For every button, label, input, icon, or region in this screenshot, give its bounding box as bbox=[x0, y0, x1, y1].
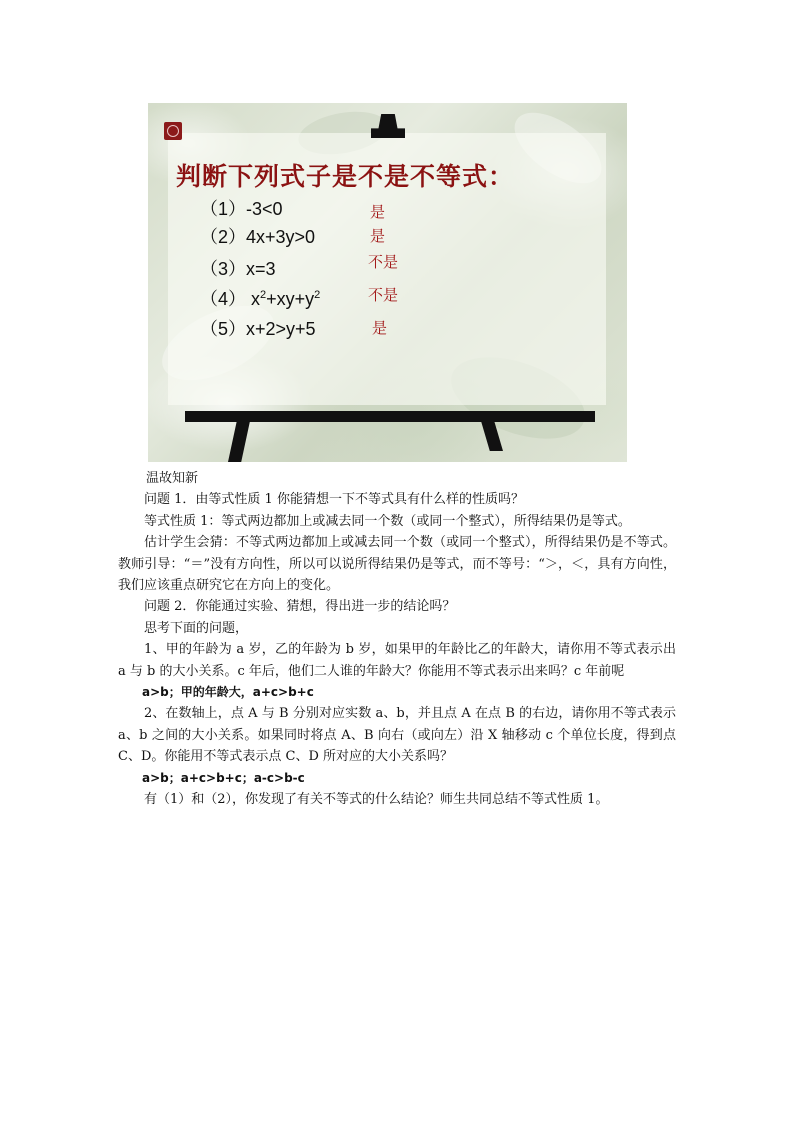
slide-title: 判断下列式子是不是不等式： bbox=[176, 162, 515, 191]
slide-answer-5: 是 bbox=[372, 319, 388, 337]
slide-item-4 bbox=[200, 285, 320, 311]
slide-item-1: （1）-3<0 bbox=[200, 199, 283, 219]
answer-1: a>b；甲的年龄大，a+c>b+c bbox=[142, 685, 314, 700]
section-heading: 温故知新 bbox=[146, 471, 199, 486]
slide-answer-2: 是 bbox=[370, 227, 386, 245]
problem-2: 2、在数轴上，点 A 与 B 分别对应实数 a、b，并且点 A 在点 B 的右边，请你用不等式表示 a、b 之间的大小关系。如果同时将点 A、B 向右（或向左）沿 X 轴移动 c 个单位长度，得到点 C、D。你能用不等式表示点 C、D 所对应的大小关系吗？ bbox=[118, 706, 676, 765]
slide-item-2: （2）4x+3y>0 bbox=[200, 227, 316, 247]
slide-item-5: （5）x+2>y+5 bbox=[200, 319, 316, 339]
superscript: 2 bbox=[314, 289, 321, 301]
easel-left-leg bbox=[228, 421, 250, 462]
slide-image bbox=[148, 103, 627, 462]
student-guess: 估计学生会猜：不等式两边都加上或减去同一个数（或同一个整式），所得结果仍是不等式。教师引导：“＝”没有方向性，所以可以说所得结果仍是等式，而不等号：“＞，＜，具有方向性，我们应该重点研究它在方向上的变化。 bbox=[118, 535, 676, 594]
question-2: 问题 2．你能通过实验、猜想，得出进一步的结论吗？ bbox=[144, 599, 456, 615]
slide-item-3: （3）x=3 bbox=[200, 259, 276, 279]
think-prompt: 思考下面的问题， bbox=[144, 620, 249, 636]
slide-item-4-prefix: （4） x bbox=[200, 289, 261, 309]
question-1: 问题 1．由等式性质 1 你能猜想一下不等式具有什么样的性质吗？ bbox=[144, 492, 524, 508]
easel-bar bbox=[185, 411, 595, 422]
superscript: 2 bbox=[260, 289, 267, 301]
corner-logo-icon bbox=[164, 122, 182, 140]
slide-item-4-mid: +xy+y bbox=[266, 289, 315, 309]
slide-answer-3: 不是 bbox=[368, 253, 399, 271]
conclusion: 有（1）和（2），你发现了有关不等式的什么结论？师生共同总结不等式性质 1。 bbox=[144, 792, 609, 808]
lesson-text bbox=[118, 468, 676, 811]
equality-property: 等式性质 1：等式两边都加上或减去同一个数（或同一个整式），所得结果仍是等式。 bbox=[144, 513, 631, 529]
answer-2: a>b；a+c>b+c；a-c>b-c bbox=[142, 770, 305, 785]
slide-answer-4: 不是 bbox=[368, 286, 399, 304]
slide-answer-1: 是 bbox=[370, 203, 386, 221]
problem-1: 1、甲的年龄为 a 岁，乙的年龄为 b 岁，如果甲的年龄比乙的年龄大，请你用不等式表示出 a 与 b 的大小关系。c 年后，他们二人谁的年龄大？你能用不等式表示出来吗？c 年前呢 bbox=[118, 642, 676, 679]
